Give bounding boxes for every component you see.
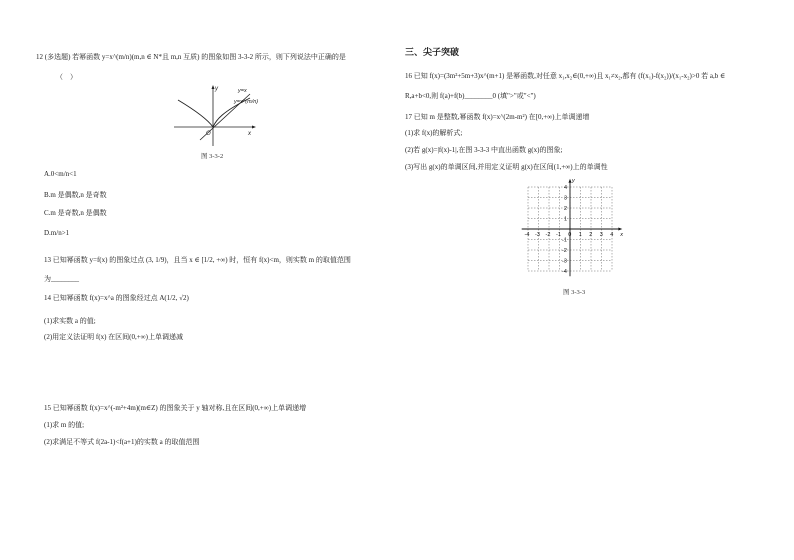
q12-graph-caption: 图 3-3-2: [201, 153, 224, 160]
grid-caption: 图 3-3-3: [563, 289, 586, 296]
q12-option-b: B.m 是偶数,n 是奇数: [44, 191, 107, 199]
q14-part-2: (2)用定义法证明 f(x) 在区间(0,+∞)上单调递减: [44, 333, 184, 341]
x-tick-label: 3: [599, 232, 603, 238]
axis-label-x: x: [248, 131, 251, 137]
section-title: 三、尖子突破: [405, 47, 460, 57]
y-tick-label: 1: [564, 216, 568, 223]
q15-part-2: (2)求满足不等式 f(2a-1)<f(a+1)的实数 a 的取值范围: [44, 438, 200, 446]
y-tick-label: -1: [562, 237, 567, 244]
axis-label-y: y: [572, 177, 575, 184]
axis-label-x: x: [620, 232, 624, 238]
y-tick-label: 4: [564, 185, 568, 191]
q17-stem: 17 已知 m 是整数,幂函数 f(x)=x^(2m-m²) 在[0,+∞)上单调递增: [405, 113, 590, 121]
q12-option-d: D.m/n>1: [44, 229, 70, 237]
q14-part-1: (1)求实数 a 的值;: [44, 317, 96, 325]
q17-part-2: (2)若 g(x)=|f(x)-1|,在图 3-3-3 中直出函数 g(x)的图象;: [405, 146, 563, 154]
y-tick-label: -3: [562, 258, 567, 265]
x-axis-arrow: [618, 228, 622, 231]
axis-label-y: y: [215, 86, 218, 92]
q17-part-3: (3)写出 g(x)的单调区间,并用定义证明 g(x)在区间(1,+∞)上的单调性: [405, 163, 608, 171]
x-tick-label: -3: [535, 232, 540, 238]
y-tick-label: -2: [562, 248, 567, 254]
q15-stem: 15 已知幂函数 f(x)=x^(-m²+4m)(m∈Z) 的图象关于 y 轴对称,且在区间(0,+∞)上单调递增: [44, 404, 307, 412]
x-tick-label: 2: [589, 232, 593, 238]
q13-stem: 13 已知幂函数 y=f(x) 的图象过点 (3, 1/9)，且当 x ∈ [1/2, +∞) 时，恒有 f(x)<m，则实数 m 的取值范围: [44, 256, 351, 264]
curve-label-1: y=x: [238, 88, 247, 94]
q13-blank: 为________: [44, 275, 79, 283]
q17-part-1: (1)求 f(x)的解析式;: [405, 129, 463, 137]
q16-blank: R,a+b<0,则 f(a)+f(b)________0 (填">"或"<"): [405, 92, 536, 100]
x-tick-label: 1: [578, 232, 582, 238]
q16-stem: 16 已知 f(x)=(3m²+5m+3)x^(m+1) 是幂函数,对任意 x₁,x₂∈(0,+∞)且 x₁≠x₂,都有 (f(x₁)-f(x₂))/(x₁-x₂)>0 若 a,b ∈: [405, 72, 726, 80]
curve-label-2: y=x^(m/n): [234, 99, 259, 105]
x-tick-label: -4: [524, 232, 530, 238]
q12-option-c: C.m 是奇数,n 是偶数: [44, 209, 107, 217]
y-tick-label: 2: [564, 206, 568, 212]
x-axis-arrow: [252, 126, 256, 129]
coordinate-grid: [518, 177, 630, 281]
x-tick-label: 0: [568, 232, 572, 238]
x-tick-label: -1: [556, 232, 561, 238]
y-tick-label: 3: [564, 195, 568, 202]
q12-stem: 12 (多选题) 若幂函数 y=x^(m/n)(m,n ∈ N*且 m,n 互质) 的图象如图 3-3-2 所示，则下列说法中正确的是: [36, 53, 346, 61]
x-tick-label: 4: [610, 232, 614, 238]
q12-answer-bracket: （ ）: [56, 73, 77, 81]
q12-option-a: A.0<m/n<1: [44, 170, 77, 178]
y-tick-label: -4: [562, 269, 567, 275]
q15-part-1: (1)求 m 的值;: [44, 421, 85, 429]
curve-power-left: [178, 100, 213, 127]
x-tick-label: -2: [545, 232, 551, 238]
q14-stem: 14 已知幂函数 f(x)=x^a 的图象经过点 A(1/2, √2): [44, 294, 189, 302]
q12-graph: [168, 82, 260, 148]
origin-label: O: [206, 131, 211, 137]
